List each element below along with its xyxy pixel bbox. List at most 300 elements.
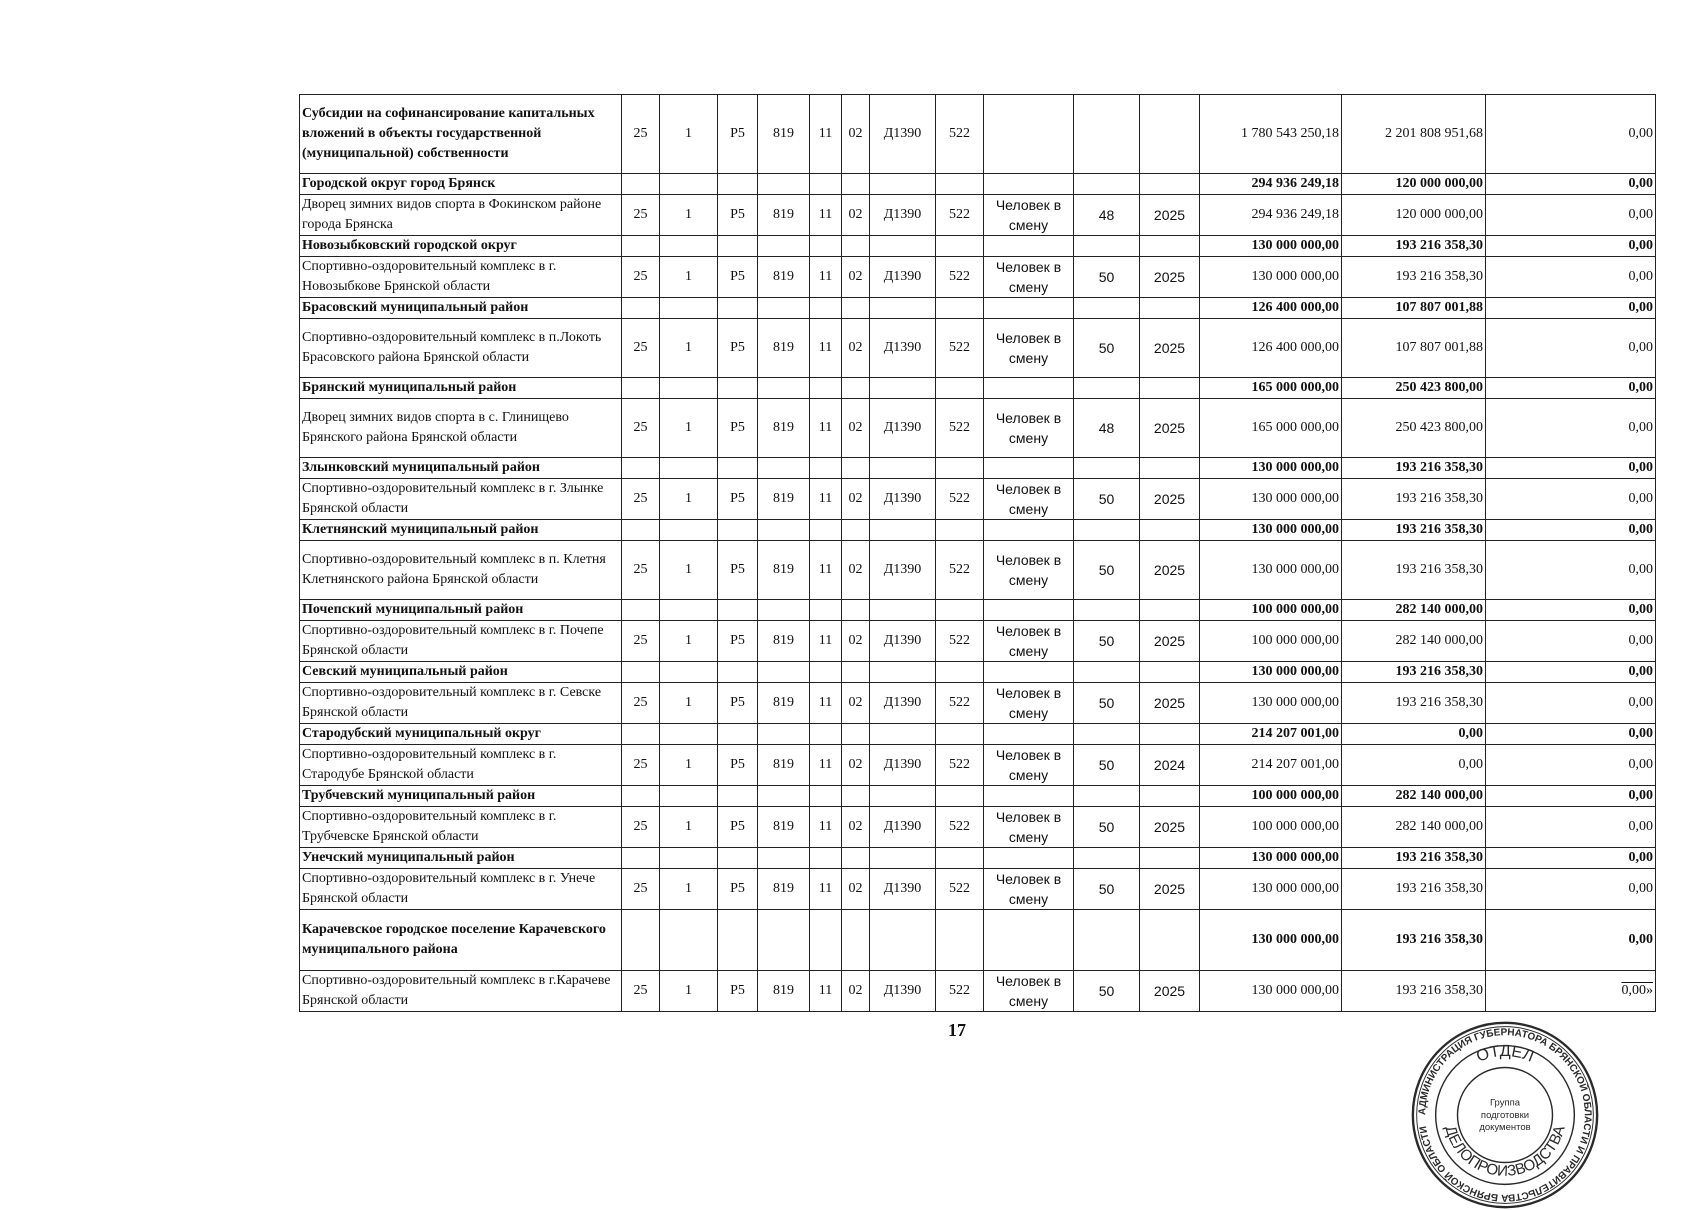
cell-code-2: 1 (660, 195, 718, 236)
cell-code-4: 819 (758, 621, 810, 662)
cell-code-5 (810, 848, 842, 869)
cell-unit (984, 848, 1074, 869)
cell-capacity (1074, 458, 1140, 479)
cell-code-6: 02 (842, 95, 870, 174)
cell-value-3: 0,00 (1486, 319, 1656, 378)
cell-code-7 (870, 786, 936, 807)
cell-unit: Человек в смену (984, 257, 1074, 298)
cell-code-8: 522 (936, 195, 984, 236)
cell-value-1: 130 000 000,00 (1200, 520, 1342, 541)
cell-code-7 (870, 378, 936, 399)
cell-value-2: 193 216 358,30 (1342, 541, 1486, 600)
cell-value-1: 130 000 000,00 (1200, 869, 1342, 910)
group-row (300, 378, 1656, 399)
cell-code-5 (810, 458, 842, 479)
table-row (300, 971, 1656, 1012)
cell-code-1 (622, 910, 660, 971)
cell-code-3: Р5 (718, 745, 758, 786)
cell-code-6: 02 (842, 195, 870, 236)
cell-value-3: 0,00 (1486, 95, 1656, 174)
cell-code-7: Д1390 (870, 745, 936, 786)
cell-value-2: 250 423 800,00 (1342, 378, 1486, 399)
cell-unit: Человек в смену (984, 971, 1074, 1012)
cell-capacity: 50 (1074, 745, 1140, 786)
cell-year (1140, 786, 1200, 807)
cell-name: Дворец зимних видов спорта в с. Глинищево Брянского района Брянской области (300, 399, 622, 458)
cell-code-4: 819 (758, 683, 810, 724)
cell-code-1: 25 (622, 541, 660, 600)
cell-code-5: 11 (810, 399, 842, 458)
cell-year (1140, 298, 1200, 319)
cell-value-1: 130 000 000,00 (1200, 662, 1342, 683)
cell-code-6: 02 (842, 257, 870, 298)
cell-capacity: 50 (1074, 319, 1140, 378)
cell-value-2: 193 216 358,30 (1342, 520, 1486, 541)
cell-value-3: 0,00 (1486, 298, 1656, 319)
cell-code-1: 25 (622, 971, 660, 1012)
cell-unit (984, 378, 1074, 399)
cell-unit: Человек в смену (984, 745, 1074, 786)
cell-code-6 (842, 174, 870, 195)
cell-code-7: Д1390 (870, 971, 936, 1012)
cell-value-1: 214 207 001,00 (1200, 724, 1342, 745)
cell-name: Городской округ город Брянск (300, 174, 622, 195)
cell-code-5 (810, 600, 842, 621)
cell-capacity (1074, 298, 1140, 319)
cell-code-7 (870, 174, 936, 195)
cell-value-1: 130 000 000,00 (1200, 257, 1342, 298)
cell-value-3: 0,00 (1486, 600, 1656, 621)
cell-capacity (1074, 724, 1140, 745)
cell-code-5: 11 (810, 745, 842, 786)
cell-code-7: Д1390 (870, 319, 936, 378)
cell-code-1 (622, 458, 660, 479)
cell-value-3: 0,00 (1486, 786, 1656, 807)
cell-code-8 (936, 298, 984, 319)
cell-year (1140, 848, 1200, 869)
cell-code-6 (842, 298, 870, 319)
table-body (300, 95, 1656, 1012)
cell-capacity (1074, 95, 1140, 174)
cell-value-2: 107 807 001,88 (1342, 298, 1486, 319)
cell-code-3 (718, 298, 758, 319)
cell-name: Спортивно-оздоровительный комплекс в г.Карачеве Брянской области (300, 971, 622, 1012)
cell-year: 2025 (1140, 541, 1200, 600)
cell-code-6: 02 (842, 745, 870, 786)
cell-capacity: 50 (1074, 541, 1140, 600)
cell-code-7: Д1390 (870, 95, 936, 174)
cell-code-8: 522 (936, 869, 984, 910)
cell-value-1: 165 000 000,00 (1200, 399, 1342, 458)
cell-code-6 (842, 378, 870, 399)
cell-unit: Человек в смену (984, 683, 1074, 724)
cell-code-5: 11 (810, 257, 842, 298)
cell-value-3: 0,00 (1486, 195, 1656, 236)
cell-code-1 (622, 600, 660, 621)
cell-unit (984, 520, 1074, 541)
cell-code-8 (936, 600, 984, 621)
cell-year: 2025 (1140, 621, 1200, 662)
cell-value-2: 120 000 000,00 (1342, 174, 1486, 195)
cell-code-6 (842, 236, 870, 257)
cell-code-6: 02 (842, 399, 870, 458)
cell-code-3: Р5 (718, 479, 758, 520)
cell-code-1: 25 (622, 869, 660, 910)
group-row (300, 298, 1656, 319)
table-row (300, 683, 1656, 724)
cell-value-1: 130 000 000,00 (1200, 458, 1342, 479)
cell-code-6 (842, 786, 870, 807)
cell-code-8: 522 (936, 95, 984, 174)
cell-code-1 (622, 786, 660, 807)
cell-code-4 (758, 378, 810, 399)
cell-value-2: 282 140 000,00 (1342, 807, 1486, 848)
cell-code-2: 1 (660, 257, 718, 298)
cell-code-5: 11 (810, 971, 842, 1012)
cell-year (1140, 95, 1200, 174)
cell-code-5: 11 (810, 683, 842, 724)
cell-unit: Человек в смену (984, 319, 1074, 378)
cell-name: Почепский муниципальный район (300, 600, 622, 621)
cell-code-4: 819 (758, 971, 810, 1012)
cell-capacity (1074, 848, 1140, 869)
cell-capacity: 50 (1074, 683, 1140, 724)
cell-code-1: 25 (622, 807, 660, 848)
cell-year (1140, 378, 1200, 399)
cell-code-3: Р5 (718, 621, 758, 662)
cell-code-7: Д1390 (870, 399, 936, 458)
cell-year (1140, 724, 1200, 745)
cell-year: 2025 (1140, 869, 1200, 910)
cell-code-5 (810, 298, 842, 319)
cell-name: Злынковский муниципальный район (300, 458, 622, 479)
cell-code-7 (870, 662, 936, 683)
cell-code-4: 819 (758, 541, 810, 600)
cell-year (1140, 174, 1200, 195)
cell-code-4 (758, 520, 810, 541)
cell-code-4: 819 (758, 319, 810, 378)
cell-code-5: 11 (810, 869, 842, 910)
cell-unit: Человек в смену (984, 621, 1074, 662)
cell-code-2: 1 (660, 95, 718, 174)
group-row (300, 520, 1656, 541)
cell-code-6: 02 (842, 807, 870, 848)
table-row (300, 479, 1656, 520)
table-row (300, 541, 1656, 600)
cell-code-2: 1 (660, 399, 718, 458)
cell-capacity: 50 (1074, 971, 1140, 1012)
cell-year (1140, 600, 1200, 621)
cell-year (1140, 520, 1200, 541)
cell-name: Брянский муниципальный район (300, 378, 622, 399)
cell-code-4 (758, 600, 810, 621)
cell-code-3 (718, 600, 758, 621)
cell-name: Спортивно-оздоровительный комплекс в г. Стародубе Брянской области (300, 745, 622, 786)
cell-value-1: 294 936 249,18 (1200, 195, 1342, 236)
cell-code-3: Р5 (718, 399, 758, 458)
cell-year: 2025 (1140, 195, 1200, 236)
cell-code-1: 25 (622, 479, 660, 520)
cell-code-5 (810, 378, 842, 399)
cell-value-1: 130 000 000,00 (1200, 236, 1342, 257)
cell-value-2: 193 216 358,30 (1342, 910, 1486, 971)
cell-value-1: 294 936 249,18 (1200, 174, 1342, 195)
cell-capacity: 50 (1074, 807, 1140, 848)
cell-code-8: 522 (936, 621, 984, 662)
cell-name: Карачевское городское поселение Карачевского муниципального района (300, 910, 622, 971)
cell-value-1: 100 000 000,00 (1200, 621, 1342, 662)
cell-value-1: 214 207 001,00 (1200, 745, 1342, 786)
cell-value-2: 282 140 000,00 (1342, 600, 1486, 621)
cell-code-1: 25 (622, 257, 660, 298)
cell-code-5: 11 (810, 807, 842, 848)
cell-code-2: 1 (660, 621, 718, 662)
seal-stamp (1410, 1020, 1600, 1210)
cell-code-4: 819 (758, 195, 810, 236)
cell-code-7 (870, 910, 936, 971)
cell-code-5: 11 (810, 319, 842, 378)
cell-code-7: Д1390 (870, 195, 936, 236)
cell-code-5: 11 (810, 621, 842, 662)
cell-value-3: 0,00 (1486, 848, 1656, 869)
cell-code-1 (622, 724, 660, 745)
cell-code-1: 25 (622, 319, 660, 378)
cell-code-8 (936, 378, 984, 399)
cell-value-1: 165 000 000,00 (1200, 378, 1342, 399)
cell-name: Трубчевский муниципальный район (300, 786, 622, 807)
cell-name: Спортивно-оздоровительный комплекс в г. Злынке Брянской области (300, 479, 622, 520)
cell-code-5: 11 (810, 541, 842, 600)
cell-code-2: 1 (660, 971, 718, 1012)
group-row (300, 910, 1656, 971)
cell-name: Спортивно-оздоровительный комплекс в п.Локоть Брасовского района Брянской области (300, 319, 622, 378)
table-row (300, 95, 1656, 174)
cell-value-2: 282 140 000,00 (1342, 621, 1486, 662)
cell-code-3: Р5 (718, 319, 758, 378)
budget-table (299, 94, 1656, 1012)
cell-code-3 (718, 458, 758, 479)
group-row (300, 786, 1656, 807)
cell-name: Брасовский муниципальный район (300, 298, 622, 319)
table-row (300, 319, 1656, 378)
cell-value-2: 193 216 358,30 (1342, 848, 1486, 869)
cell-code-2 (660, 910, 718, 971)
cell-code-6 (842, 724, 870, 745)
cell-name: Клетнянский муниципальный район (300, 520, 622, 541)
cell-code-6 (842, 910, 870, 971)
cell-code-5 (810, 662, 842, 683)
cell-value-2: 120 000 000,00 (1342, 195, 1486, 236)
cell-code-3 (718, 520, 758, 541)
cell-year: 2025 (1140, 479, 1200, 520)
cell-value-1: 130 000 000,00 (1200, 971, 1342, 1012)
cell-value-3: 0,00» (1486, 971, 1656, 1012)
cell-code-5 (810, 174, 842, 195)
cell-code-8 (936, 174, 984, 195)
page-number: 17 (948, 1020, 966, 1040)
cell-code-3 (718, 662, 758, 683)
cell-code-3 (718, 724, 758, 745)
cell-code-2 (660, 174, 718, 195)
cell-code-4: 819 (758, 399, 810, 458)
cell-code-3 (718, 236, 758, 257)
cell-code-4 (758, 458, 810, 479)
cell-unit: Человек в смену (984, 869, 1074, 910)
cell-value-3: 0,00 (1486, 745, 1656, 786)
cell-capacity (1074, 520, 1140, 541)
cell-code-1 (622, 378, 660, 399)
cell-value-1: 130 000 000,00 (1200, 479, 1342, 520)
cell-code-8 (936, 520, 984, 541)
cell-code-8: 522 (936, 971, 984, 1012)
cell-code-1 (622, 174, 660, 195)
cell-capacity: 50 (1074, 621, 1140, 662)
cell-unit (984, 458, 1074, 479)
cell-code-8: 522 (936, 683, 984, 724)
seal-middle-bottom: ДЕЛОПРОИЗВОДСТВА (1441, 1123, 1569, 1180)
cell-name: Спортивно-оздоровительный комплекс в г. Новозыбкове Брянской области (300, 257, 622, 298)
cell-year (1140, 910, 1200, 971)
cell-code-8 (936, 786, 984, 807)
cell-code-7 (870, 600, 936, 621)
cell-code-2: 1 (660, 319, 718, 378)
cell-code-3 (718, 910, 758, 971)
cell-value-3: 0,00 (1486, 541, 1656, 600)
cell-name: Спортивно-оздоровительный комплекс в г. Унече Брянской области (300, 869, 622, 910)
cell-code-8: 522 (936, 319, 984, 378)
group-row (300, 600, 1656, 621)
cell-name: Стародубский муниципальный округ (300, 724, 622, 745)
cell-code-5 (810, 520, 842, 541)
cell-capacity: 50 (1074, 257, 1140, 298)
cell-value-1: 100 000 000,00 (1200, 807, 1342, 848)
cell-code-8: 522 (936, 479, 984, 520)
cell-code-1: 25 (622, 621, 660, 662)
cell-value-3: 0,00 (1486, 724, 1656, 745)
cell-code-4: 819 (758, 745, 810, 786)
cell-capacity (1074, 786, 1140, 807)
group-row (300, 236, 1656, 257)
cell-year: 2025 (1140, 971, 1200, 1012)
cell-code-1: 25 (622, 399, 660, 458)
cell-code-7 (870, 236, 936, 257)
cell-code-3: Р5 (718, 971, 758, 1012)
cell-value-3: 0,00 (1486, 807, 1656, 848)
cell-value-3: 0,00 (1486, 662, 1656, 683)
cell-name: Спортивно-оздоровительный комплекс в г. Трубчевске Брянской области (300, 807, 622, 848)
cell-code-6 (842, 848, 870, 869)
cell-value-2: 193 216 358,30 (1342, 458, 1486, 479)
cell-value-3: 0,00 (1486, 479, 1656, 520)
cell-code-3: Р5 (718, 869, 758, 910)
cell-code-5 (810, 910, 842, 971)
cell-code-6: 02 (842, 971, 870, 1012)
cell-code-6 (842, 662, 870, 683)
seal-center-line1: Группа (1489, 1097, 1521, 1109)
cell-code-1 (622, 236, 660, 257)
group-row (300, 724, 1656, 745)
cell-year: 2025 (1140, 319, 1200, 378)
cell-code-3: Р5 (718, 683, 758, 724)
cell-code-5 (810, 786, 842, 807)
cell-year: 2025 (1140, 399, 1200, 458)
cell-capacity (1074, 662, 1140, 683)
cell-code-1: 25 (622, 745, 660, 786)
cell-capacity (1074, 910, 1140, 971)
seal-outer-text: АДМИНИСТРАЦИЯ ГУБЕРНАТОРА БРЯНСКОЙ ОБЛАСТИ И ПРАВИТЕЛЬСТВА БРЯНСКОЙ ОБЛАСТИ (1417, 1027, 1593, 1203)
cell-code-2 (660, 600, 718, 621)
group-row (300, 662, 1656, 683)
cell-code-3: Р5 (718, 257, 758, 298)
cell-name: Субсидии на софинансирование капитальных вложений в объекты государственной (муниципальной) собственности (300, 95, 622, 174)
cell-value-3: 0,00 (1486, 910, 1656, 971)
cell-code-6: 02 (842, 479, 870, 520)
cell-value-2: 193 216 358,30 (1342, 869, 1486, 910)
cell-code-7 (870, 848, 936, 869)
cell-unit (984, 236, 1074, 257)
cell-code-8: 522 (936, 807, 984, 848)
cell-code-3 (718, 848, 758, 869)
cell-code-7: Д1390 (870, 541, 936, 600)
cell-year (1140, 458, 1200, 479)
cell-capacity: 48 (1074, 195, 1140, 236)
cell-code-8 (936, 848, 984, 869)
cell-unit (984, 298, 1074, 319)
cell-code-4: 819 (758, 479, 810, 520)
cell-value-3: 0,00 (1486, 257, 1656, 298)
cell-code-7 (870, 520, 936, 541)
cell-code-2 (660, 848, 718, 869)
seal-center-line3: документов (1479, 1122, 1531, 1134)
cell-code-6: 02 (842, 683, 870, 724)
cell-value-2: 282 140 000,00 (1342, 786, 1486, 807)
cell-code-1 (622, 662, 660, 683)
group-row (300, 174, 1656, 195)
cell-code-7: Д1390 (870, 869, 936, 910)
group-row (300, 458, 1656, 479)
cell-capacity: 50 (1074, 479, 1140, 520)
cell-code-8 (936, 724, 984, 745)
cell-code-1: 25 (622, 195, 660, 236)
cell-code-2 (660, 298, 718, 319)
cell-unit (984, 95, 1074, 174)
table-row (300, 257, 1656, 298)
table-row (300, 869, 1656, 910)
cell-code-2 (660, 378, 718, 399)
cell-code-7: Д1390 (870, 257, 936, 298)
cell-code-2 (660, 786, 718, 807)
cell-year: 2024 (1140, 745, 1200, 786)
cell-unit (984, 174, 1074, 195)
cell-code-8 (936, 910, 984, 971)
cell-value-3: 0,00 (1486, 683, 1656, 724)
cell-value-1: 126 400 000,00 (1200, 319, 1342, 378)
cell-code-4 (758, 786, 810, 807)
cell-year: 2025 (1140, 807, 1200, 848)
cell-code-6 (842, 458, 870, 479)
cell-code-6: 02 (842, 869, 870, 910)
cell-code-6: 02 (842, 541, 870, 600)
cell-code-4 (758, 724, 810, 745)
cell-name: Унечский муниципальный район (300, 848, 622, 869)
cell-code-8: 522 (936, 257, 984, 298)
cell-value-1: 130 000 000,00 (1200, 541, 1342, 600)
cell-code-4 (758, 236, 810, 257)
cell-code-3: Р5 (718, 95, 758, 174)
cell-code-5 (810, 724, 842, 745)
cell-code-4: 819 (758, 869, 810, 910)
cell-code-7 (870, 458, 936, 479)
